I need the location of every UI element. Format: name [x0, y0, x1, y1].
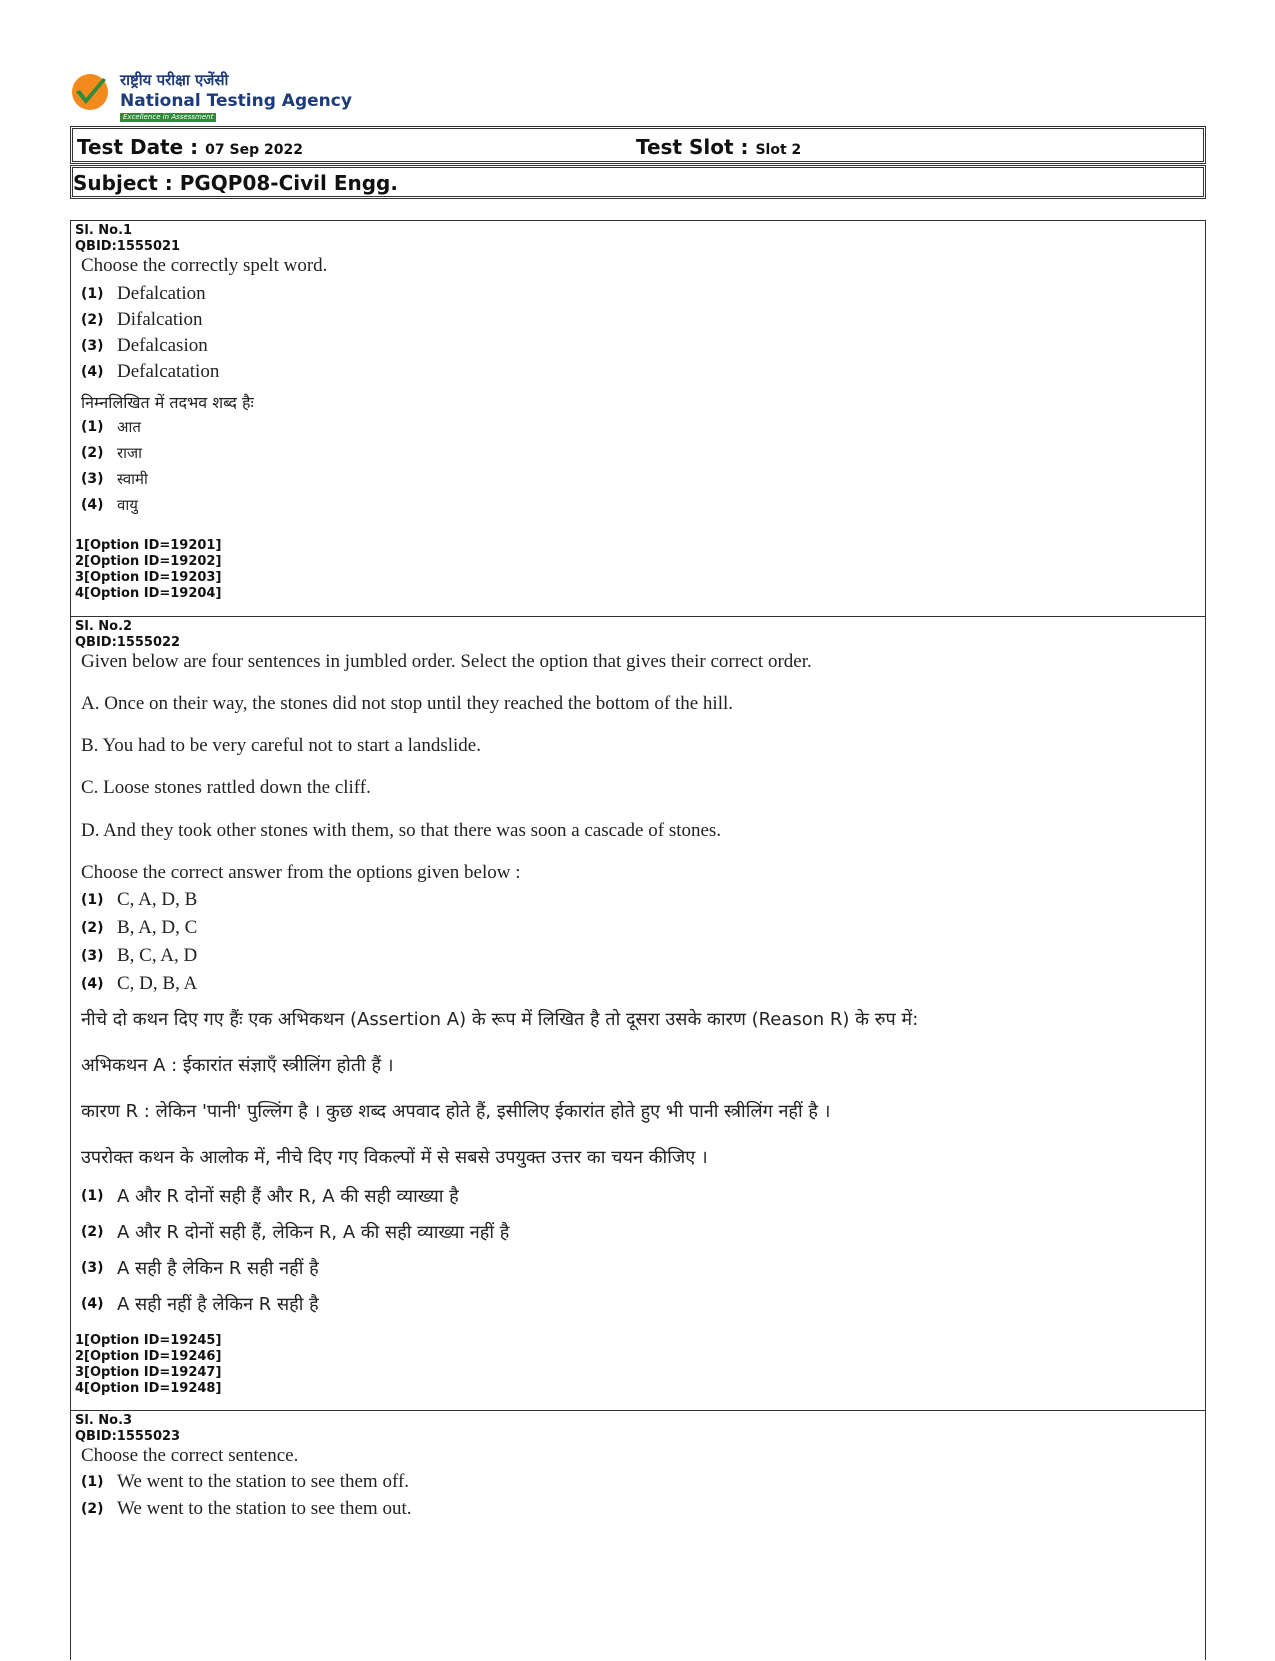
- question-qbid: QBID:1555022: [75, 635, 181, 650]
- question-sl-no: Sl. No.2: [75, 619, 133, 634]
- subject-title: Subject : PGQP08-Civil Engg.: [73, 171, 398, 195]
- option-hi-4: (4) A सही नहीं है लेकिन R सही है: [81, 1294, 319, 1315]
- question-stem-en: Choose the correctly spelt word.: [81, 255, 328, 276]
- option-en-3: (3) Defalcasion: [81, 335, 208, 356]
- test-date-value: 07 Sep 2022: [205, 142, 303, 158]
- question-stem-hi: निम्नलिखित में तदभव शब्द हैः: [81, 393, 254, 412]
- option-id: 3[Option ID=19203]: [75, 570, 222, 585]
- option-id-list: [75, 1333, 221, 1397]
- option-en-1: (1) Defalcation: [81, 283, 206, 304]
- agency-name-hindi: राष्ट्रीय परीक्षा एजेंसी: [120, 71, 229, 89]
- assertion-intro: नीचे दो कथन दिए गए हैंः एक अभिकथन (Assertion A) के रूप में लिखित है तो दूसरा उसके कारण (Reason R) के रुप में:: [81, 1009, 919, 1030]
- option-id: 4[Option ID=19248]: [75, 1381, 222, 1396]
- option-hi-1: (1) A और R दोनों सही हैं और R, A की सही व्याख्या है: [81, 1186, 459, 1207]
- assertion-a: अभिकथन A : ईकारांत संज्ञाएँ स्त्रीलिंग होती हैं ।: [81, 1055, 394, 1076]
- option-hi-4: (4) वायु: [81, 496, 138, 514]
- option-en-1: (1) C, A, D, B: [81, 889, 198, 910]
- option-id: 4[Option ID=19204]: [75, 586, 222, 601]
- test-date: [77, 135, 303, 159]
- subject-box: [70, 165, 1206, 199]
- question-stem-en: Choose the correct sentence.: [81, 1445, 299, 1466]
- option-en-4: (4) Defalcatation: [81, 361, 220, 382]
- test-slot: [636, 135, 801, 159]
- test-date-label: Test Date :: [77, 135, 199, 159]
- test-slot-label: Test Slot :: [636, 135, 749, 159]
- reason-r: कारण R : लेकिन 'पानी' पुल्लिंग है । कुछ शब्द अपवाद होते हैं, इसीलिए ईकारांत होते हुए भी पानी स्त्रीलिंग नहीं है ।: [81, 1101, 831, 1122]
- agency-tagline: Excellence in Assessment: [120, 113, 216, 122]
- answer-prompt: Choose the correct answer from the options given below :: [81, 862, 521, 883]
- question-qbid: QBID:1555023: [75, 1429, 181, 1444]
- question-qbid: QBID:1555021: [75, 239, 181, 254]
- option-id: 1[Option ID=19201]: [75, 538, 222, 553]
- question-list: [70, 220, 1206, 1660]
- option-hi-3: (3) स्वामी: [81, 470, 148, 488]
- nta-checkmark-icon: [70, 72, 110, 112]
- option-id: 2[Option ID=19246]: [75, 1349, 222, 1364]
- sentence-c: C. Loose stones rattled down the cliff.: [81, 777, 371, 798]
- sentence-b: B. You had to be very careful not to start a landslide.: [81, 735, 481, 756]
- test-info-box: [70, 126, 1206, 164]
- question-3: [71, 1410, 1205, 1661]
- option-en-3: (3) B, C, A, D: [81, 945, 198, 966]
- question-stem-en: Given below are four sentences in jumbled order. Select the option that gives their correct order.: [81, 651, 812, 672]
- instruction-hi: उपरोक्त कथन के आलोक में, नीचे दिए गए विकल्पों में से सबसे उपयुक्त उत्तर का चयन कीजिए ।: [81, 1147, 708, 1168]
- option-hi-2: (2) राजा: [81, 444, 143, 462]
- option-id-list: [75, 538, 221, 602]
- agency-name: National Testing Agency: [120, 91, 352, 111]
- question-sl-no: Sl. No.3: [75, 1413, 133, 1428]
- option-hi-1: (1) आत: [81, 418, 141, 436]
- option-en-2: (2) B, A, D, C: [81, 917, 198, 938]
- option-hi-3: (3) A सही है लेकिन R सही नहीं है: [81, 1258, 319, 1279]
- question-sl-no: Sl. No.1: [75, 223, 133, 238]
- sentence-a: A. Once on their way, the stones did not stop until they reached the bottom of the hill.: [81, 693, 734, 714]
- option-en-2: (2) We went to the station to see them out.: [81, 1498, 412, 1519]
- sentence-d: D. And they took other stones with them, so that there was soon a cascade of stones.: [81, 820, 722, 841]
- option-id: 3[Option ID=19247]: [75, 1365, 222, 1380]
- option-en-4: (4) C, D, B, A: [81, 973, 198, 994]
- option-id: 1[Option ID=19245]: [75, 1333, 222, 1348]
- option-en-1: (1) We went to the station to see them off.: [81, 1471, 410, 1492]
- nta-logo: [70, 70, 352, 121]
- option-en-2: (2) Difalcation: [81, 309, 203, 330]
- question-1: [71, 221, 1205, 616]
- question-2: [71, 616, 1205, 1410]
- option-hi-2: (2) A और R दोनों सही हैं, लेकिन R, A की सही व्याख्या नहीं है: [81, 1222, 510, 1243]
- option-id: 2[Option ID=19202]: [75, 554, 222, 569]
- test-slot-value: Slot 2: [755, 142, 802, 158]
